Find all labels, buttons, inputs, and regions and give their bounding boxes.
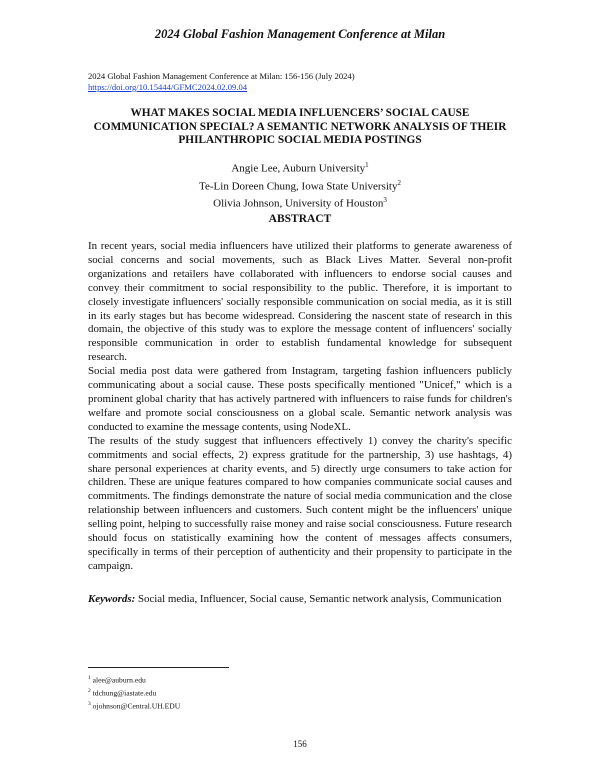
paper-title: WHAT MAKES SOCIAL MEDIA INFLUENCERS’ SOCIAL CAUSE COMMUNICATION SPECIAL? A SEMANTIC NETWORK ANALYSIS OF THEIR PHILANTHROPIC SOCIAL MEDIA POSTINGS	[93, 107, 507, 146]
page-number: 156	[293, 739, 307, 749]
author-name: Te-Lin Doreen Chung, Iowa State University	[199, 180, 398, 193]
footnote-divider	[88, 667, 229, 668]
running-head: 2024 Global Fashion Management Conference at Milan	[154, 27, 446, 41]
abstract-heading: ABSTRACT	[268, 213, 332, 225]
footnote-mark: 1	[88, 675, 91, 681]
author-line	[88, 158, 512, 176]
abstract-paragraph: In recent years, social media influencers have utilized their platforms to generate awareness of social concerns and social movements, such as Black Lives Matter. Several non-profit organizations and retailers have collaborated with influencers to endorse social causes and convey their commitment to social responsibility to the public. Therefore, it is important to closely investigate influencers' socially responsible communication on social media, as it is still in its early stages but has become widespread. Considering the nascent state of research in this domain, the objective of this study was to explore the message content of influencers' socially responsible communication in order to establish fundamental knowledge for subsequent research.	[88, 240, 512, 364]
author-line	[88, 176, 512, 194]
keywords-label: Keywords:	[88, 593, 136, 605]
footnote-marker[interactable]: 1	[365, 161, 369, 169]
footnote-email: tdchung@iastate.edu	[92, 688, 157, 698]
footnote	[88, 699, 180, 712]
footnotes	[88, 673, 180, 712]
citation-block	[88, 71, 355, 93]
footnote-email: alee@auburn.edu	[92, 675, 146, 685]
footnote-marker[interactable]: 3	[383, 196, 387, 205]
footnote-email: ojohnson@Central.UH.EDU	[92, 701, 181, 711]
keywords-block	[88, 593, 512, 607]
footnote	[88, 673, 180, 686]
footnote-marker[interactable]: 2	[397, 178, 401, 187]
author-name: Angie Lee, Auburn University	[231, 162, 366, 175]
abstract-paragraph: Social media post data were gathered from Instagram, targeting fashion influencers publicly communicating about a social cause. These posts specifically mentioned "Unicef," which is a prominent global charity that has actively partnered with influencers to raise funds for children's welfare and promote social consciousness on a global scale. Semantic network analysis was conducted to examine the message contents, using NodeXL.	[88, 365, 512, 433]
footnote-mark: 3	[88, 701, 91, 708]
abstract-body	[88, 240, 512, 574]
doi-link[interactable]: https://doi.org/10.15444/GFMC2024.02.09.04	[88, 82, 248, 92]
citation-line: 2024 Global Fashion Management Conference at Milan: 156-156 (July 2024)	[88, 71, 355, 81]
author-list	[88, 158, 512, 211]
footnote	[88, 686, 180, 699]
author-line	[88, 193, 512, 211]
abstract-paragraph: The results of the study suggest that influencers effectively 1) convey the charity's specific commitments and social effects, 2) express gratitude for the partnership, 3) use hashtags, 4) share personal experiences at charity events, and 5) directly urge consumers to take action for children. These are unique features compared to how companies communicate social causes and commitments. The findings demonstrate the nature of social media communication and the close relationship between influencers and customers. Such content might be the influencers' unique selling point, helping to successfully raise money and raise social consciousness. Future research should focus on statistically examining how the content of messages affects consumers, specifically in terms of their perception of authenticity and their propensity to participate in the campaign.	[88, 434, 512, 572]
author-name: Olivia Johnson, University of Houston	[213, 197, 384, 210]
footnote-mark: 2	[88, 688, 91, 695]
keywords-text: Social media, Influencer, Social cause, Semantic network analysis, Communication	[137, 593, 502, 605]
